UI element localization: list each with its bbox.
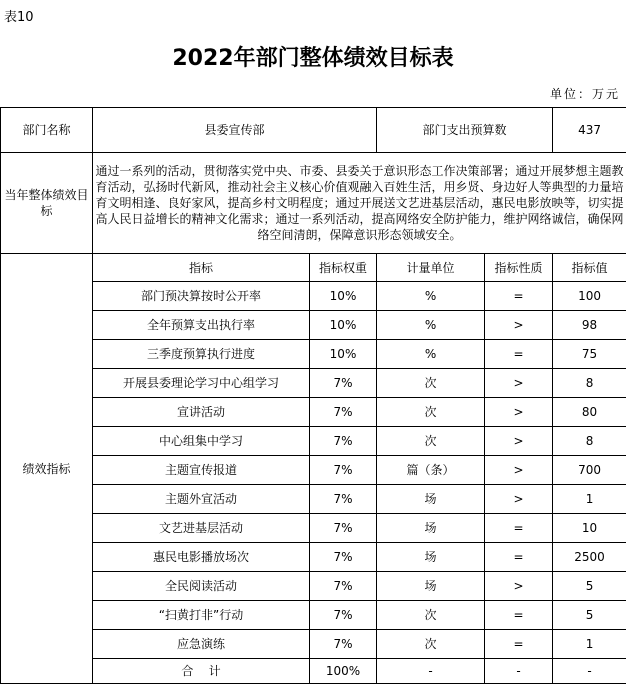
indicator-unit: 次	[377, 630, 485, 659]
indicator-row	[1, 282, 626, 311]
indicator-nature: =	[485, 514, 553, 543]
indicator-weight: 7%	[310, 630, 377, 659]
indicator-unit: 篇（条）	[377, 456, 485, 485]
indicator-name: 应急演练	[93, 630, 310, 659]
indicator-weight: 7%	[310, 543, 377, 572]
indicator-name: 三季度预算执行进度	[93, 340, 310, 369]
total-label: 合 计	[93, 659, 310, 684]
page-title: 2022年部门整体绩效目标表	[0, 44, 626, 74]
indicator-weight: 7%	[310, 514, 377, 543]
indicator-name: 全年预算支出执行率	[93, 311, 310, 340]
performance-table	[0, 107, 626, 684]
indicator-row	[1, 340, 626, 369]
total-row	[1, 659, 626, 684]
indicator-nature: >	[485, 456, 553, 485]
indicator-row	[1, 601, 626, 630]
dept-budget-label: 部门支出预算数	[377, 108, 553, 153]
doc-label: 表10	[4, 10, 34, 26]
header-unit: 计量单位	[377, 254, 485, 282]
unit-label: 单位：万元	[550, 86, 620, 102]
indicator-name: “扫黄打非”行动	[93, 601, 310, 630]
indicator-nature: >	[485, 485, 553, 514]
header-nature: 指标性质	[485, 254, 553, 282]
indicator-unit: 次	[377, 398, 485, 427]
indicator-unit: %	[377, 340, 485, 369]
indicator-weight: 10%	[310, 282, 377, 311]
indicator-nature: >	[485, 398, 553, 427]
indicator-value: 700	[553, 456, 626, 485]
indicator-value: 100	[553, 282, 626, 311]
indicator-unit: 场	[377, 572, 485, 601]
indicator-nature: >	[485, 369, 553, 398]
indicator-weight: 7%	[310, 369, 377, 398]
indicator-nature: =	[485, 340, 553, 369]
indicator-value: 1	[553, 630, 626, 659]
indicator-weight: 7%	[310, 485, 377, 514]
indicator-row	[1, 485, 626, 514]
indicator-weight: 10%	[310, 311, 377, 340]
indicator-unit: %	[377, 282, 485, 311]
dept-name-label: 部门名称	[1, 108, 93, 153]
indicator-nature: >	[485, 572, 553, 601]
indicator-row	[1, 543, 626, 572]
indicator-name: 宣讲活动	[93, 398, 310, 427]
indicator-name: 主题外宣活动	[93, 485, 310, 514]
indicator-nature: =	[485, 601, 553, 630]
indicator-row	[1, 398, 626, 427]
total-weight: 100%	[310, 659, 377, 684]
indicator-value: 8	[553, 427, 626, 456]
indicator-nature: =	[485, 282, 553, 311]
total-nature: -	[485, 659, 553, 684]
indicator-row	[1, 572, 626, 601]
indicator-row	[1, 369, 626, 398]
header-value: 指标值	[553, 254, 626, 282]
dept-row	[1, 108, 626, 153]
goal-label: 当年整体绩效目标	[1, 153, 93, 254]
indicator-row	[1, 311, 626, 340]
indicator-value: 10	[553, 514, 626, 543]
indicator-name: 惠民电影播放场次	[93, 543, 310, 572]
indicator-value: 75	[553, 340, 626, 369]
indicator-unit: %	[377, 311, 485, 340]
indicator-row	[1, 630, 626, 659]
indicator-name: 部门预决算按时公开率	[93, 282, 310, 311]
header-indicator: 指标	[93, 254, 310, 282]
indicator-name: 中心组集中学习	[93, 427, 310, 456]
indicator-weight: 7%	[310, 601, 377, 630]
indicator-name: 文艺进基层活动	[93, 514, 310, 543]
indicator-nature: >	[485, 311, 553, 340]
indicator-value: 8	[553, 369, 626, 398]
indicator-weight: 7%	[310, 398, 377, 427]
indicator-nature: >	[485, 427, 553, 456]
indicator-unit: 次	[377, 369, 485, 398]
indicator-value: 1	[553, 485, 626, 514]
indicator-value: 2500	[553, 543, 626, 572]
indicator-value: 80	[553, 398, 626, 427]
total-unit: -	[377, 659, 485, 684]
indicator-name: 全民阅读活动	[93, 572, 310, 601]
indicator-nature: =	[485, 630, 553, 659]
indicator-unit: 次	[377, 601, 485, 630]
indicator-weight: 7%	[310, 572, 377, 601]
total-value: -	[553, 659, 626, 684]
indicator-value: 5	[553, 572, 626, 601]
indicator-row	[1, 456, 626, 485]
indicator-row	[1, 427, 626, 456]
goal-text: 通过一系列的活动，贯彻落实党中央、市委、县委关于意识形态工作决策部署；通过开展梦想主题教育活动，弘扬时代新风，推动社会主义核心价值观融入百姓生活，用乡贤、身边好人等典型的力量培育文明相逢、良好家风，提高乡村文明程度；通过开展送文艺进基层活动，惠民电影放映等，切实提高人民日益增长的精神文化需求；通过一系列活动，提高网络安全防护能力，维护网络诚信，确保网络空间清朗，保障意识形态领域安全。	[93, 153, 626, 254]
dept-budget-value: 437	[553, 108, 626, 153]
indicator-value: 98	[553, 311, 626, 340]
indicator-value: 5	[553, 601, 626, 630]
indicator-header-row	[1, 254, 626, 282]
dept-name-value: 县委宣传部	[93, 108, 377, 153]
indicator-weight: 7%	[310, 427, 377, 456]
indicator-weight: 7%	[310, 456, 377, 485]
indicator-section-label: 绩效指标	[1, 254, 93, 684]
indicator-unit: 场	[377, 543, 485, 572]
indicator-name: 主题宣传报道	[93, 456, 310, 485]
goal-row	[1, 153, 626, 254]
indicator-unit: 次	[377, 427, 485, 456]
indicator-name: 开展县委理论学习中心组学习	[93, 369, 310, 398]
indicator-unit: 场	[377, 485, 485, 514]
header-weight: 指标权重	[310, 254, 377, 282]
indicator-row	[1, 514, 626, 543]
indicator-nature: =	[485, 543, 553, 572]
indicator-weight: 10%	[310, 340, 377, 369]
indicator-unit: 场	[377, 514, 485, 543]
